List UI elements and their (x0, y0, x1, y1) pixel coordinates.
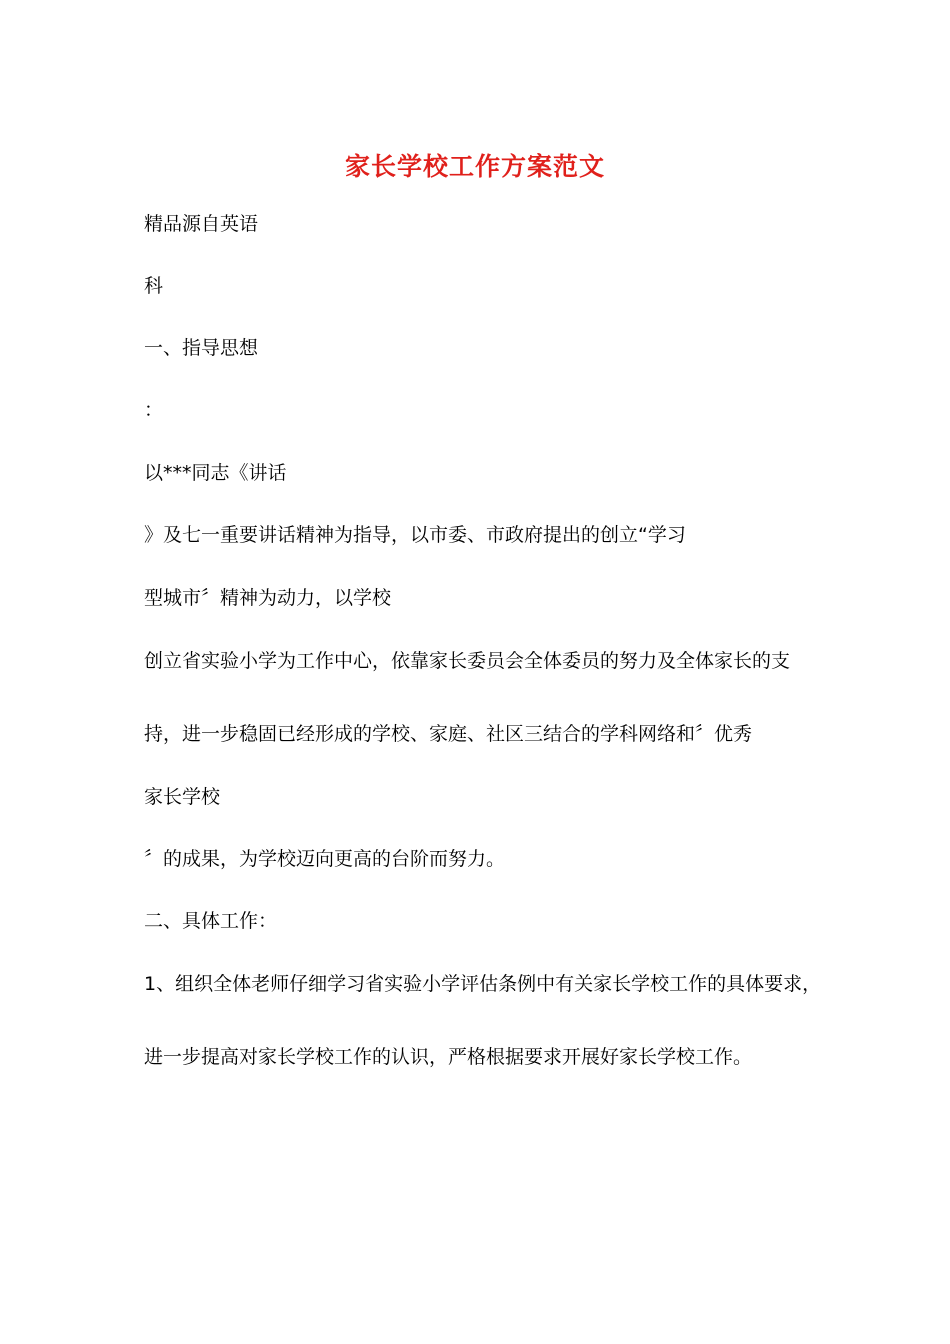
body-line-10: 〞的成果，为学校迈向更高的台阶而努力。 (144, 848, 506, 870)
body-line-1: 精品源自英语 (144, 213, 259, 235)
body-line-7: 创立省实验小学为工作中心，依靠家长委员会全体委员的努力及全体家长的支 (144, 650, 791, 672)
body-line-8: 持，进一步稳固已经形成的学校、家庭、社区三结合的学科网络和〞优秀 (144, 723, 753, 745)
body-line-4: 以***同志《讲话 (144, 462, 287, 484)
body-line-6: 型城市〞精神为动力，以学校 (144, 587, 392, 609)
body-line-5: 》及七一重要讲话精神为指导，以市委、市政府提出的创立“学习 (144, 524, 686, 546)
document-title: 家长学校工作方案范文 (344, 152, 605, 181)
body-line-11: 1、组织全体老师仔细学习省实验小学评估条例中有关家长学校工作的具体要求， (144, 973, 822, 995)
section-heading-2: 二、具体工作： (144, 910, 278, 932)
body-line-9: 家长学校 (144, 786, 221, 808)
body-line-3: ： (144, 399, 164, 421)
body-line-2: 科 (144, 275, 164, 297)
body-line-12: 进一步提高对家长学校工作的认识，严格根据要求开展好家长学校工作。 (144, 1046, 753, 1068)
section-heading-1: 一、指导思想 (144, 337, 259, 359)
